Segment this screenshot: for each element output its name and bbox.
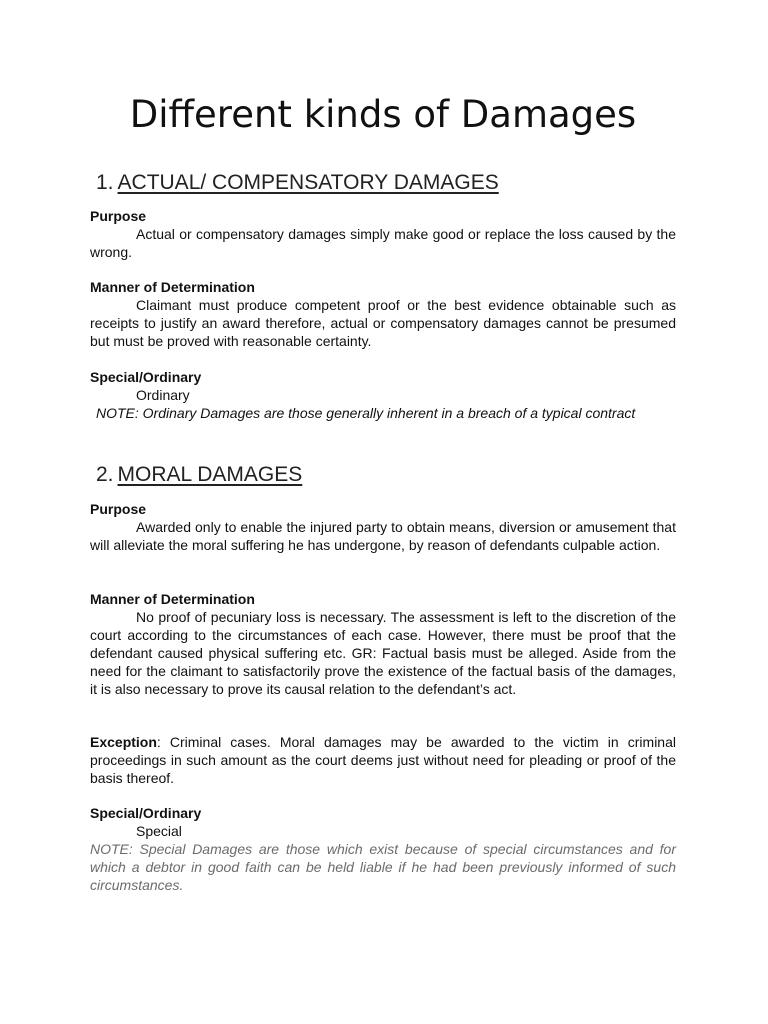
section-2-heading xyxy=(96,462,302,488)
special-ordinary-label: Special/Ordinary xyxy=(90,805,202,821)
special-ordinary-label: Special/Ordinary xyxy=(90,369,202,385)
section-1-heading xyxy=(96,170,499,196)
section-2-note: NOTE: Special Damages are those which exist because of special circumstances and for which a debtor in good faith can be held liable if he had been previously informed of such circumstances. xyxy=(90,841,676,893)
manner-text: Claimant must produce competent proof or the best evidence obtainable such as receipts to justify an award therefore, actual or compensatory damages cannot be presumed but must be proved with reasonable certainty. xyxy=(90,297,676,349)
purpose-text: Awarded only to enable the injured party to obtain means, diversion or amusement that will alleviate the moral suffering he has undergone, by reason of defendants culpable action. xyxy=(90,519,676,553)
section-2-manner xyxy=(90,590,676,698)
purpose-label: Purpose xyxy=(90,501,147,517)
manner-text: No proof of pecuniary loss is necessary. The assessment is left to the discretion of the court according to the circumstances of each case. However, there must be proof that the defendant caused physical suffering etc. GR: Factual basis must be alleged. Aside from the need for the claimant to satisfactorily prove the existence of the factual basis of the damages, it is also necessary to prove its causal relation to the defendant’s act. xyxy=(90,609,676,697)
section-1-special-ordinary xyxy=(90,368,676,422)
purpose-label: Purpose xyxy=(90,208,147,224)
section-2-exception xyxy=(90,733,676,787)
manner-label: Manner of Determination xyxy=(90,591,255,607)
manner-label: Manner of Determination xyxy=(90,279,255,295)
section-2-special-ordinary xyxy=(90,804,676,894)
section-2-number: 2. xyxy=(96,463,114,486)
section-2-title: MORAL DAMAGES xyxy=(117,463,303,486)
special-ordinary-value: Ordinary xyxy=(136,387,190,403)
section-1-number: 1. xyxy=(96,171,114,194)
special-ordinary-value: Special xyxy=(136,823,182,839)
section-2-purpose xyxy=(90,500,676,554)
exception-text: : Criminal cases. Moral damages may be awarded to the victim in criminal proceedings in such amount as the court deems just without need for pleading or proof of the basis thereof. xyxy=(90,734,676,786)
exception-label: Exception xyxy=(90,734,157,750)
document-title: Different kinds of Damages xyxy=(129,93,637,136)
purpose-text: Actual or compensatory damages simply make good or replace the loss caused by the wrong. xyxy=(90,226,676,260)
section-1-purpose xyxy=(90,207,676,261)
section-1-note: NOTE: Ordinary Damages are those generally inherent in a breach of a typical contract xyxy=(96,405,636,421)
section-1-title: ACTUAL/ COMPENSATORY DAMAGES xyxy=(117,171,499,194)
exception-paragraph xyxy=(90,733,676,787)
section-1-manner xyxy=(90,278,676,350)
